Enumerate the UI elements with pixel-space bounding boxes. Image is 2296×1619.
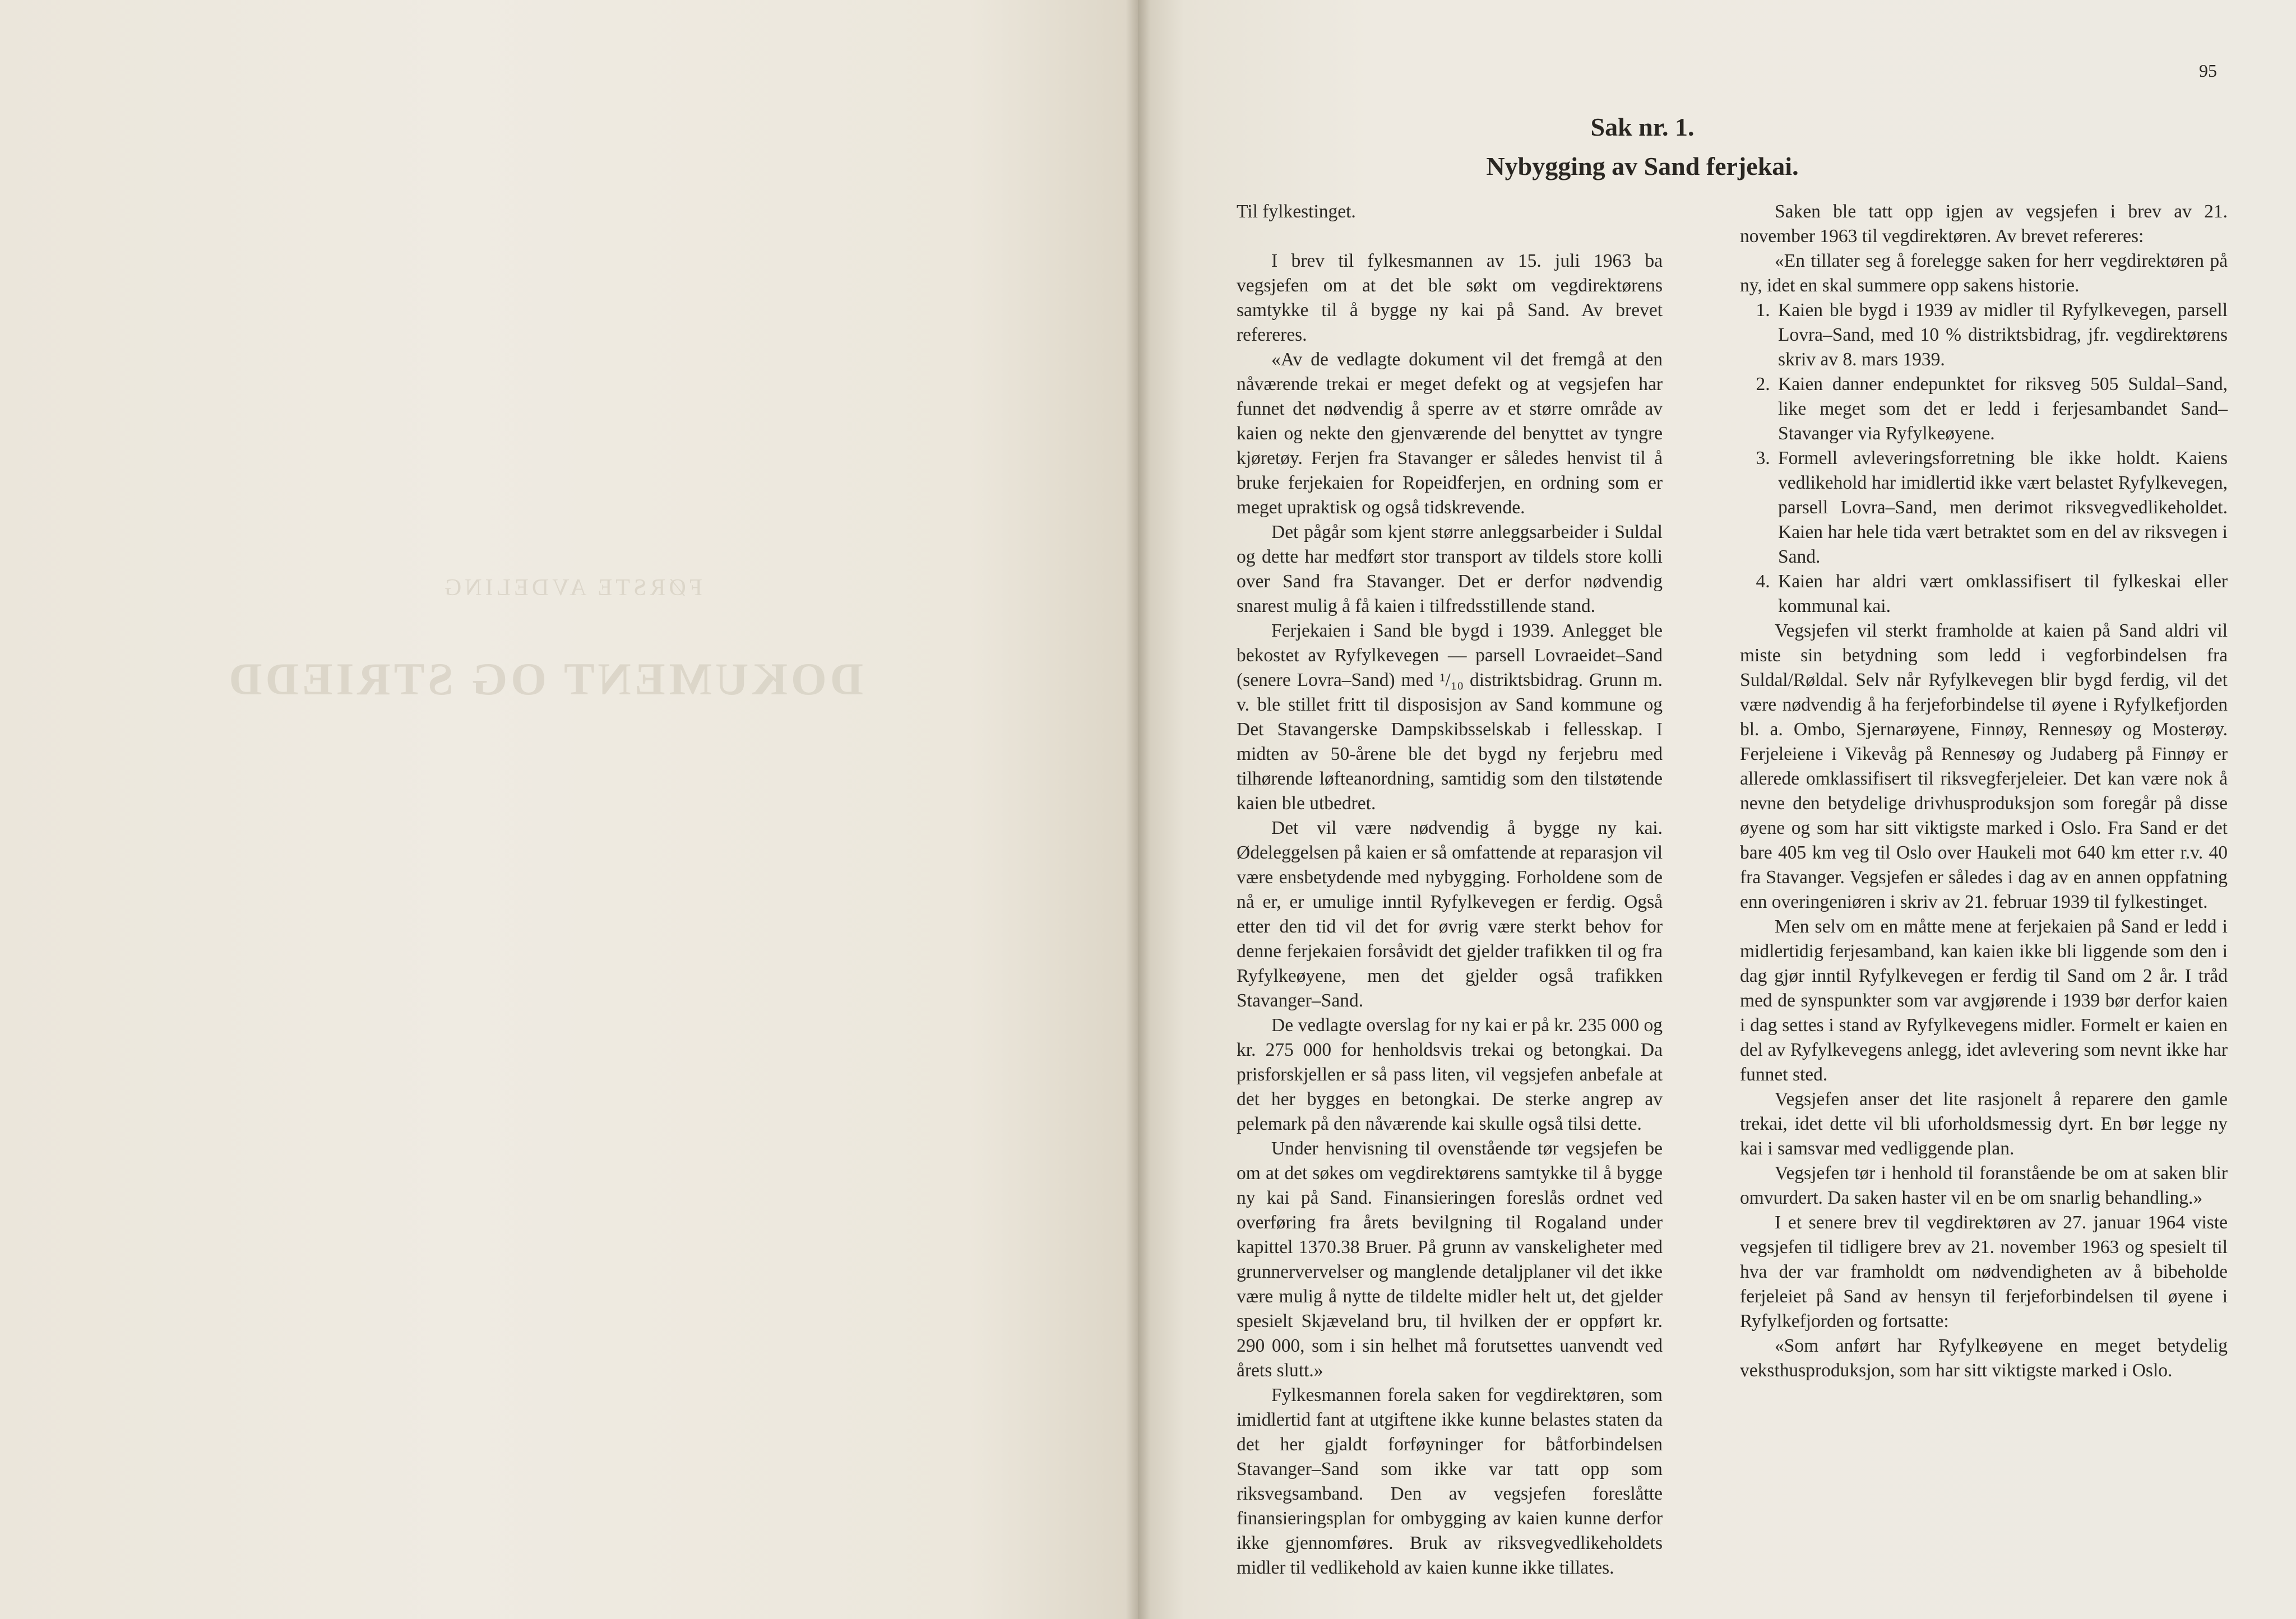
paragraph: «En tillater seg å forelegge saken for herr vegdirektøren på ny, idet en skal summere opp sakens historie. (1740, 250, 2228, 296)
paragraph: Vegsjefen anser det lite rasjonelt å reparere den gamle trekai, idet dette vil bli uforholdsmessig dyrt. En bør legge ny kai i samsvar med vedliggende plan. (1740, 1089, 2228, 1159)
paragraph: Ferjekaien i Sand ble bygd i 1939. Anlegget ble bekostet av Ryfylkevegen — parsell Lovraeidet–Sand (senere Lovra–Sand) med ¹/₁₀ distriktsbidrag. Grunn m. v. ble stillet fritt til disposisjon av Sand kommune og Det Stavangerske Dampskibsselskab i fellesskap. I midten av 50-årene ble det bygd ny ferjebru med tilhørende løfteanordning, samtidig som den tilstøtende kaien ble utbedret. (1237, 620, 1663, 814)
paragraph: Under henvisning til ovenstående tør vegsjefen be om at det søkes om vegdirektørens samtykke til å bygge ny kai på Sand. Finansieringen foreslås ordnet ved overføring fra årets bevilgning til Rogaland under kapittel 1370.38 Bruer. På grunn av vanskeligheter med grunnervervelser og manglende detaljplaner vil det ikke være mulig å nytte de tildelte midler helt ut, det gjelder spesielt Skjæveland bru, til hvilken der er oppført kr. 290 000, som i sin helhet må forutsettes uanvendt ved årets slutt.» (1237, 1138, 1663, 1381)
list-item: 2. Kaien danner endepunktet for riksveg 505 Suldal–Sand, like meget som det er ledd i ferjesambandet Sand–Stavanger via Ryfylkeøyene. (1775, 372, 2228, 446)
left-page (0, 0, 1138, 1619)
paragraph: I et senere brev til vegdirektøren av 27. januar 1964 viste vegsjefen til tidligere brev av 21. november 1963 og spesielt til hva der var framholdt om nødvendigheten av å bibeholde ferjeleiet på Sand av hensyn til ferjeforbindelsen til øyene i Ryfylkefjorden og fortsatte: (1740, 1212, 2228, 1332)
left-text-column (1237, 200, 1663, 1580)
paragraph: Det vil være nødvendig å bygge ny kai. Ødeleggelsen på kaien er så omfattende at reparasjon vil være ensbetydende med nybygging. Forholdene som de nå er, er umulige inntil Ryfylkevegen er ferdig. Også etter den tid vil det for øvrig være sterkt behov for denne ferjekaien forsåvidt det gjelder trafikken til og fra Ryfylkeøyene, men det gjelder også trafikken Stavanger–Sand. (1237, 818, 1663, 1011)
book-gutter (1126, 0, 1150, 1619)
paragraph: I brev til fylkesmannen av 15. juli 1963 ba vegsjefen om at det ble søkt om vegdirektørens samtykke til å bygge ny kai på Sand. Av brevet refereres. (1237, 250, 1663, 345)
list-item: 1. Kaien ble bygd i 1939 av midler til Ryfylkevegen, parsell Lovra–Sand, med 10 % distriktsbidrag, jfr. vegdirektørens skriv av 8. mars 1939. (1775, 298, 2228, 372)
history-list (1740, 298, 2228, 619)
list-item: 4. Kaien har aldri vært omklassifisert til fylkeskai eller kommunal kai. (1775, 569, 2228, 619)
paragraph: «Som anført har Ryfylkeøyene en meget betydelig veksthusproduksjon, som har sitt viktigste marked i Oslo. (1740, 1335, 2228, 1381)
case-subtitle: Nybygging av Sand ferjekai. (1486, 152, 1799, 180)
paragraph: Saken ble tatt opp igjen av vegsjefen i brev av 21. november 1963 til vegdirektøren. Av brevet refereres: (1740, 201, 2228, 247)
paragraph: Vegsjefen tør i henhold til foranstående be om at saken blir omvurdert. Da saken haster vil en be om snarlig behandling.» (1740, 1163, 2228, 1208)
page-number: 95 (2199, 61, 2217, 81)
paragraph: «Av de vedlagte dokument vil det fremgå at den nåværende trekai er meget defekt og at vegsjefen har funnet det nødvendig å sperre av et større område av kaien og nekte den gjenværende del benyttet av tyngre kjøretøy. Ferjen fra Stavanger er således henvist til å bruke ferjekaien for Ropeidferjen, en ordning som er meget upraktisk og også tidskrevende. (1237, 349, 1663, 518)
paragraph: Det pågår som kjent større anleggsarbeider i Suldal og dette har medført stor transport av tildels store kolli over Sand fra Stavanger. Det er derfor nødvendig snarest mulig å få kaien i tilfredsstillende stand. (1237, 522, 1663, 616)
paragraph: Fylkesmannen forela saken for vegdirektøren, som imidlertid fant at utgiftene ikke kunne belastes staten da det her gjaldt forføyninger for båtforbindelsen Stavanger–Sand som ikke var tatt opp som riksvegsamband. Den av vegsjefen foreslåtte finansieringsplan for ombygging av kaien kunne derfor ikke gjennomføres. Bruk av riksvegvedlikeholdets midler til vedlikehold av kaien kunne ikke tillates. (1237, 1385, 1663, 1578)
list-item: 3. Formell avleveringsforretning ble ikke holdt. Kaiens vedlikehold har imidlertid ikke vært belastet Ryfylkevegen, parsell Lovra–Sand, men derimot riksvegvedlikeholdet. Kaien har hele tida vært betraktet som en del av riksvegen i Sand. (1775, 446, 2228, 569)
show-through-line-2: DOKUMENT OG STRIEDD (225, 653, 863, 704)
paragraph: Men selv om en måtte mene at ferjekaien på Sand er ledd i midlertidig ferjesamband, kan kaien ikke bli liggende som den i dag gjør inntil Ryfylkevegen er ferdig til Sand om 2 år. I tråd med de synspunkter som var avgjørende i 1939 bør derfor kaien i dag settes i stand av Ryfylkevegens midler. Formelt er kaien en del av Ryfylkevegens anlegg, idet avlevering som nevnt ikke har funnet sted. (1740, 916, 2228, 1085)
salutation: Til fylkestinget. (1237, 201, 1356, 222)
case-title: Sak nr. 1. (1590, 113, 1695, 141)
paragraph: Vegsjefen vil sterkt framholde at kaien på Sand aldri vil miste sin betydning som ledd i vegforbindelsen fra Suldal/Røldal. Selv når Ryfylkevegen blir bygd ferdig, vil det være nødvendig å ha ferjeforbindelse til øyene i Ryfylkefjorden bl. a. Ombo, Sjernarøyene, Finnøy, Rennesøy og Mosterøy. Ferjeleiene i Vikevåg på Rennesøy og Judaberg på Finnøy er allerede omklassifisert til riksvegferjeleier. Det kan være nok å nevne den betydelige drivhusproduksjon som foregår på disse øyene og som har sitt viktigste marked i Oslo. Fra Sand er det bare 405 km veg til Oslo over Haukeli mot 640 km etter r.v. 40 fra Stavanger. Vegsjefen er således i dag av en annen oppfatning enn overingeniøren i skriv av 21. februar 1939 til fylkestinget. (1740, 620, 2228, 912)
show-through-line-1: FØRSTE AVDELING (441, 575, 703, 601)
right-text-column (1740, 200, 2228, 1383)
paragraph: De vedlagte overslag for ny kai er på kr. 235 000 og kr. 275 000 for henholdsvis trekai og betongkai. Da prisforskjellen er så pass liten, vil vegsjefen anbefale at det her bygges en betongkai. De sterke angrep av pelemark på den nåværende kai skulle også tilsi dette. (1237, 1015, 1663, 1134)
